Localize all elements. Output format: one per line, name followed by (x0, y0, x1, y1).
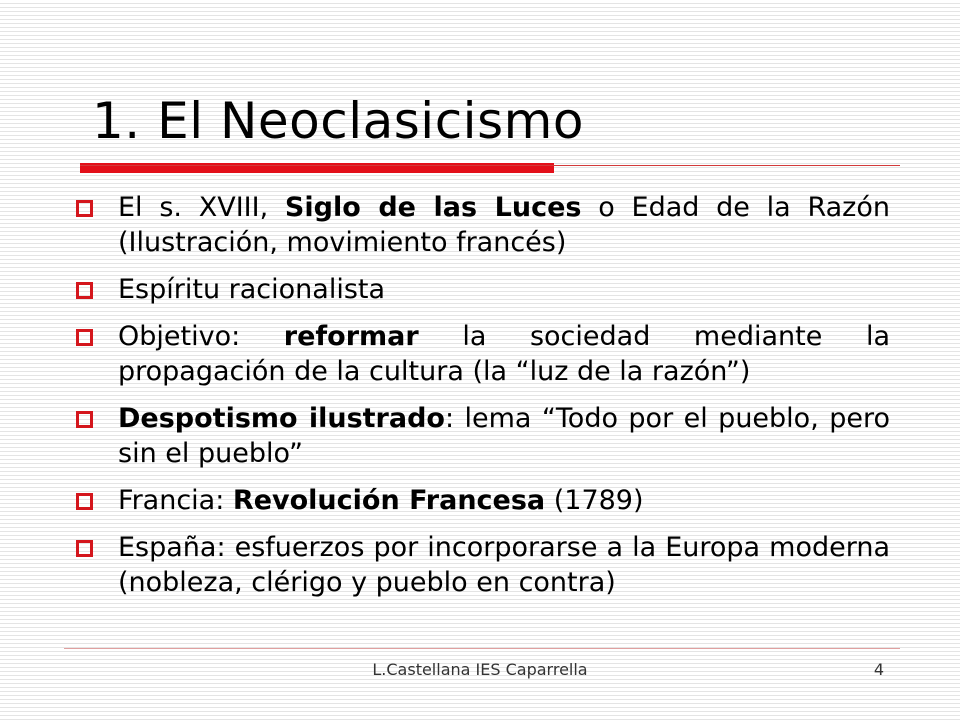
square-bullet-icon (76, 200, 93, 217)
bullet-text-bold: Despotismo ilustrado (118, 403, 445, 434)
page-number: 4 (873, 660, 884, 679)
bullet-text: o Edad de la Razón (Ilustración, movimiento francés) (118, 192, 890, 258)
bullet-text: la sociedad mediante la propagación de la cultura (la “luz de la razón”) (118, 321, 890, 387)
bullet-text: (1789) (545, 485, 644, 516)
bullet-text-bold: Siglo de las Luces (284, 192, 582, 223)
bullet-text: Francia: (118, 485, 233, 516)
bullet-text: Objetivo: (118, 321, 284, 352)
footer-divider (64, 648, 900, 649)
square-bullet-icon (76, 493, 93, 510)
bullet-text: Espíritu racionalista (118, 274, 386, 305)
bullet-item (72, 530, 890, 600)
footer-text: L.Castellana IES Caparrella (372, 660, 588, 679)
bullet-item (72, 319, 890, 389)
square-bullet-icon (76, 411, 93, 428)
title-divider (80, 165, 900, 166)
slide-title: 1. El Neoclasicismo (92, 92, 584, 150)
bullet-text: : lema “Todo por el pueblo, pero sin el pueblo” (118, 403, 890, 469)
bullet-item (72, 190, 890, 260)
square-bullet-icon (76, 282, 93, 299)
bullet-text-bold: Revolución Francesa (232, 485, 546, 516)
bullet-item (72, 483, 890, 518)
square-bullet-icon (76, 329, 93, 346)
bullet-item (72, 401, 890, 471)
bullet-text: España: esfuerzos por incorporarse a la Europa moderna (nobleza, clérigo y pueblo en contra) (118, 532, 890, 598)
bullet-text-bold: reformar (283, 321, 419, 352)
bullet-text: El s. XVIII, (118, 192, 285, 223)
bullet-list (72, 190, 890, 612)
bullet-item (72, 272, 890, 307)
square-bullet-icon (76, 540, 93, 557)
